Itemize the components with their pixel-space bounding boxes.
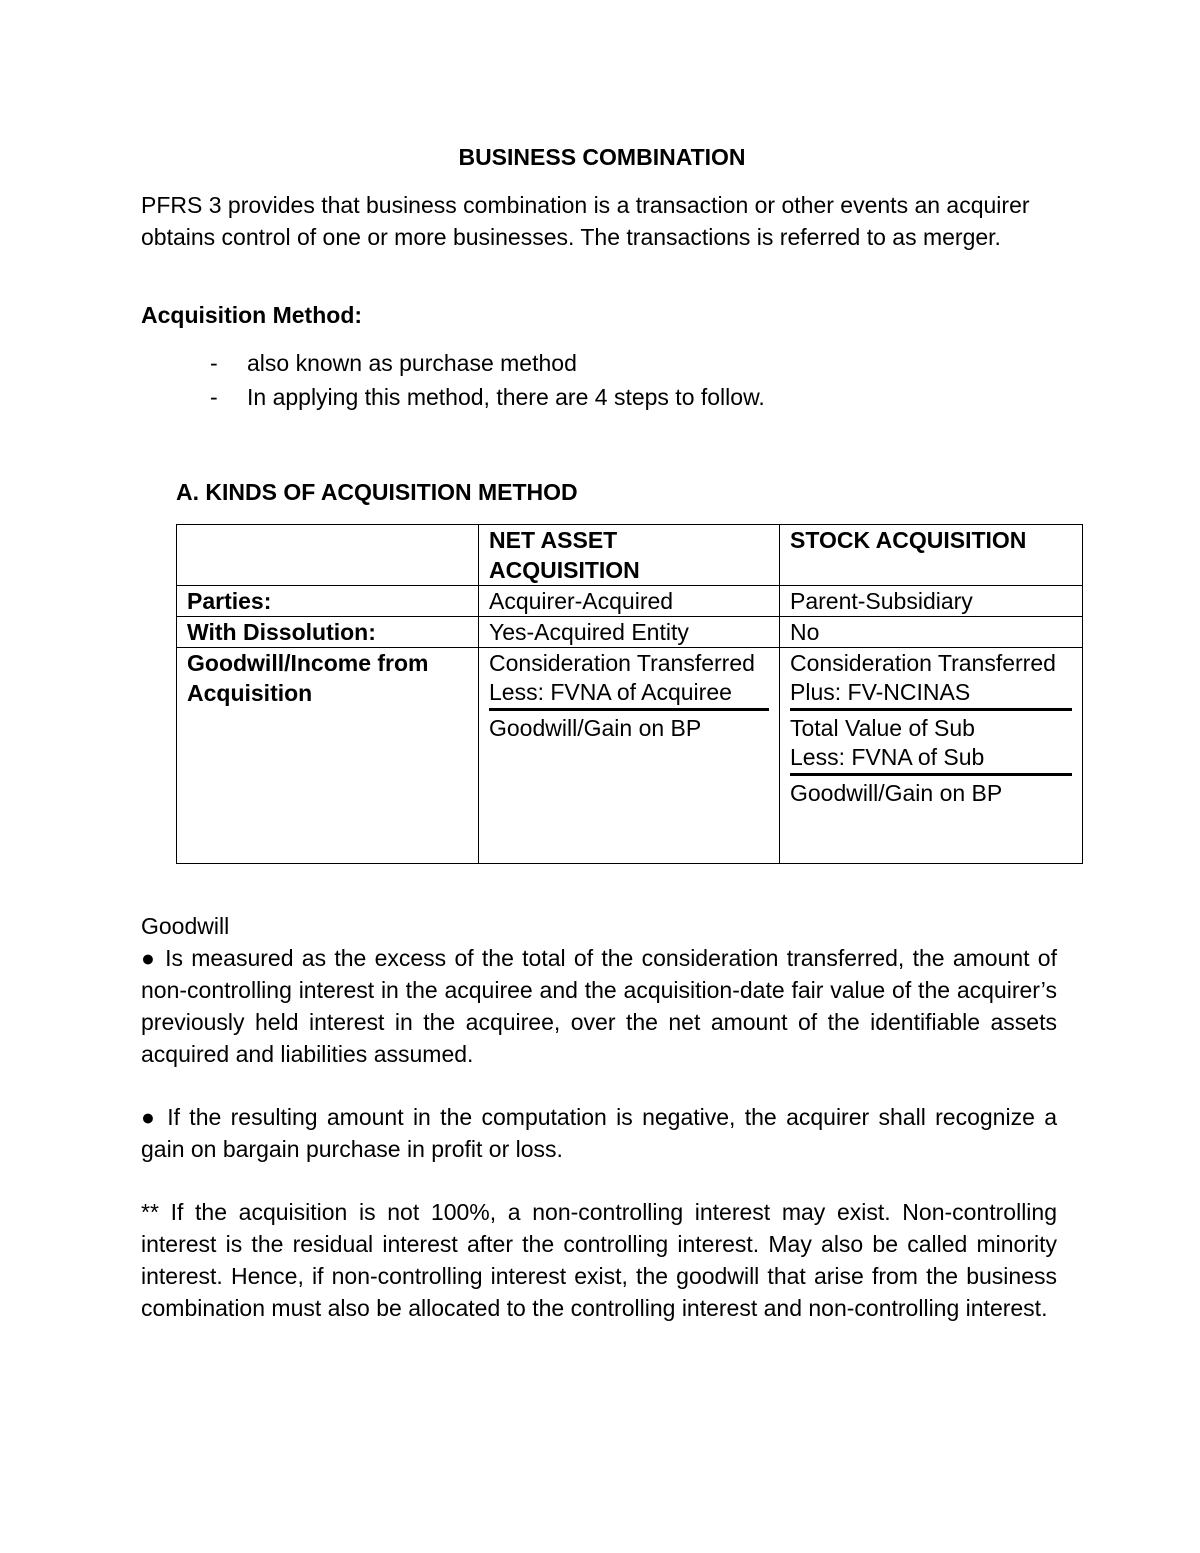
header-cell-net-asset: NET ASSET ACQUISITION: [479, 525, 780, 586]
bullet-symbol: ●: [141, 1104, 158, 1130]
cell-net-goodwill: [479, 648, 780, 864]
bullet-symbol: ●: [141, 945, 157, 971]
list-item-text: also known as purchase method: [247, 350, 577, 376]
cell-stock-dissolution: No: [780, 617, 1083, 648]
section-a-heading: A. KINDS OF ACQUISITION METHOD: [176, 479, 578, 505]
table-row-goodwill: [177, 648, 1083, 864]
paragraph-text: If the acquisition is not 100%, a non-controlling interest may exist. Non-controlling interest is the residual interest after the controlling interest. May also be called minority interest. Hence, if non-controlling interest exist, the goodwill that arise from the business combination must also be allocated to the controlling interest and non-controlling interest.: [141, 1199, 1057, 1321]
stock-calc-line-3: Less: FVNA of Sub: [790, 743, 1072, 776]
acquisition-method-heading: Acquisition Method:: [141, 302, 363, 328]
nci-note-paragraph: [141, 1196, 1057, 1324]
paragraph-text: Is measured as the excess of the total of the consideration transferred, the amount of non-controlling interest in the acquiree and the acquisition-date fair value of the acquirer’s previously held interest in the acquiree, over the net amount of the identifiable assets acquired and liabilities assumed.: [141, 945, 1057, 1067]
dash-bullet: -: [210, 384, 218, 410]
goodwill-label: Goodwill: [141, 913, 230, 939]
stock-calc-line-1: Consideration Transferred: [790, 650, 1056, 676]
dash-bullet: -: [210, 350, 218, 376]
table-row: [177, 586, 1083, 617]
header-cell-stock: STOCK ACQUISITION: [780, 525, 1083, 586]
note-marker: **: [141, 1199, 159, 1225]
row-label-parties: Parties:: [177, 586, 479, 617]
acquisition-method-list: [210, 346, 765, 414]
kinds-of-acquisition-table: [176, 524, 1083, 864]
page-title: BUSINESS COMBINATION: [458, 144, 746, 170]
stock-calc-line-2: Plus: FV-NCINAS: [790, 678, 1072, 711]
intro-paragraph: PFRS 3 provides that business combination is a transaction or other events an acquirer obtains control of one or more businesses. The transactions is referred to as merger.: [141, 192, 1030, 250]
list-item: [210, 380, 765, 414]
row-label-goodwill: Goodwill/Income from Acquisition: [177, 648, 479, 864]
cell-net-dissolution: Yes-Acquired Entity: [479, 617, 780, 648]
list-item-text: In applying this method, there are 4 steps to follow.: [247, 384, 765, 410]
stock-calc-result: Goodwill/Gain on BP: [790, 780, 1003, 806]
row-label-dissolution: With Dissolution:: [177, 617, 479, 648]
list-item: [210, 346, 765, 380]
net-calc-line-1: Consideration Transferred: [489, 650, 755, 676]
cell-stock-goodwill: [780, 648, 1083, 864]
table-row: [177, 617, 1083, 648]
goodwill-paragraph-1: [141, 942, 1057, 1070]
stock-calc-subtotal: Total Value of Sub: [790, 715, 975, 741]
net-calc-line-2: Less: FVNA of Acquiree: [489, 678, 769, 711]
cell-net-parties: Acquirer-Acquired: [479, 586, 780, 617]
cell-stock-parties: Parent-Subsidiary: [780, 586, 1083, 617]
net-calc-result: Goodwill/Gain on BP: [489, 715, 702, 741]
table-header-row: [177, 525, 1083, 586]
goodwill-paragraph-2: [141, 1101, 1057, 1165]
paragraph-text: If the resulting amount in the computation is negative, the acquirer shall recognize a gain on bargain purchase in profit or loss.: [141, 1104, 1057, 1162]
header-cell-empty: [177, 525, 479, 586]
